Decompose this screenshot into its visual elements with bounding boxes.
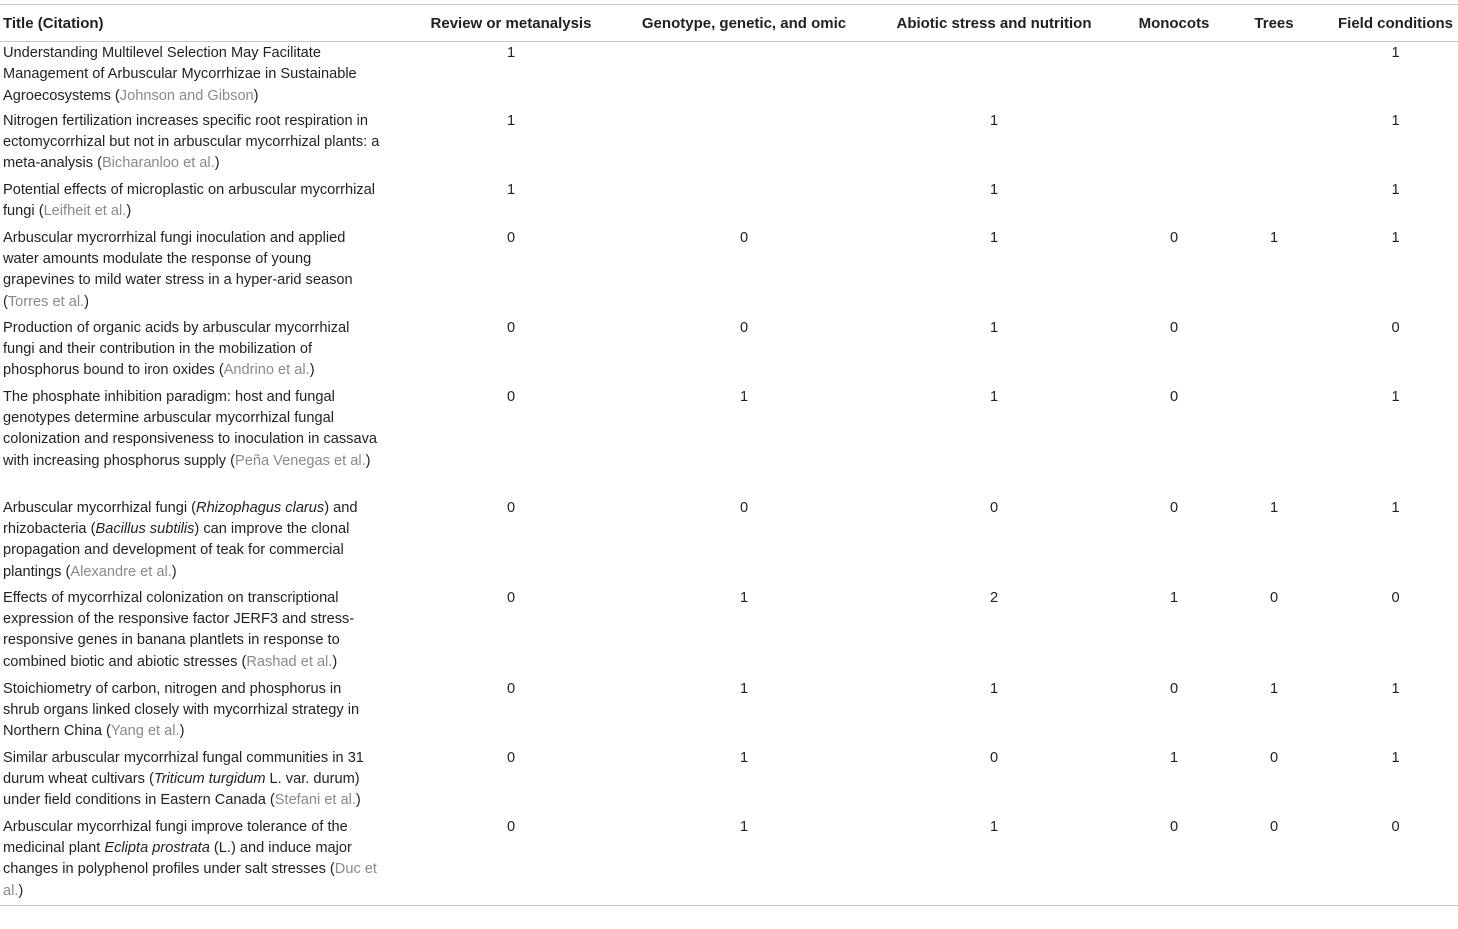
title-text: Production of organic acids by arbuscular mycorrhizal fungi and their contribution in the mobilization of phosphorus bound to iron oxides (	[3, 319, 350, 379]
genotype-value-cell: 0	[739, 499, 749, 516]
review-value-cell: 1	[506, 181, 516, 198]
title-text: )	[332, 653, 338, 670]
title-text: )	[179, 723, 185, 740]
species-name-italic: Rhizophagus clarus	[196, 499, 325, 516]
title-text: Arbuscular mycorrhizal fungi improve tolerance of the medicinal plant	[3, 818, 348, 857]
trees-value-cell	[1215, 110, 1333, 179]
table-row	[0, 386, 1458, 497]
table-row	[0, 317, 1458, 386]
title-text: Understanding Multilevel Selection May Facilitate Management of Arbuscular Mycorrhizae in Sustainable Agroecosystems (	[3, 45, 357, 104]
species-name-italic: Triticum turgidum	[153, 771, 266, 788]
monocots-value-cell: 0	[1169, 818, 1179, 835]
trees-value-cell	[1215, 317, 1333, 386]
table-row	[0, 587, 1458, 678]
title-text: Potential effects of microplastic on arbuscular mycorrhizal fungi (	[3, 181, 376, 220]
species-name-italic: Bacillus subtilis	[95, 521, 195, 538]
species-name-italic: Eclipta prostrata	[104, 840, 210, 857]
table-row	[0, 42, 1458, 110]
studies-table	[0, 4, 1458, 906]
genotype-value-cell: 1	[739, 749, 749, 766]
field-value-cell: 1	[1391, 388, 1400, 405]
citation-link[interactable]: Bicharanloo et al.	[101, 155, 215, 172]
title-text: Nitrogen fertilization increases specific root respiration in ectomycorrhizal but not in arbuscular mycorrhizal plants: a meta-analysis (	[3, 112, 380, 172]
monocots-value-cell: 0	[1169, 680, 1179, 697]
abiotic-value-cell: 0	[989, 749, 999, 766]
abiotic-value-cell: 1	[989, 319, 999, 336]
review-value-cell: 0	[506, 499, 516, 516]
citation-link[interactable]: Torres et al.	[7, 293, 85, 310]
title-text: Effects of mycorrhizal colonization on transcriptional expression of the responsive factor JERF3 and stress-responsive genes in banana plantlets in response to combined biotic and abiotic stresses (	[3, 589, 355, 670]
table-row	[0, 227, 1458, 317]
title-text: Arbuscular mycrorrhizal fungi inoculation and applied water amounts modulate the response of young grapevines to mild water stress in a hyper-arid season (	[3, 229, 353, 310]
genotype-value-cell	[633, 42, 855, 110]
genotype-value-cell	[633, 110, 855, 179]
title-text: (L.) and induce major changes in polyphenol profiles under salt stresses (	[3, 840, 352, 878]
monocots-value-cell: 1	[1169, 749, 1179, 766]
table-row	[0, 497, 1458, 587]
citation-link[interactable]: Yang et al.	[110, 723, 180, 740]
trees-value-cell: 0	[1269, 589, 1279, 606]
field-value-cell: 1	[1391, 112, 1400, 129]
title-text: Stoichiometry of carbon, nitrogen and phosphorus in shrub organs linked closely with mycorrhizal strategy in Northern China (	[3, 680, 360, 740]
field-value-cell: 1	[1391, 680, 1400, 697]
field-value-cell: 0	[1391, 319, 1400, 336]
column-header-title: Title (Citation)	[3, 14, 104, 32]
review-value-cell: 0	[506, 680, 516, 697]
abiotic-value-cell: 2	[989, 589, 999, 606]
review-value-cell: 0	[506, 818, 516, 835]
monocots-value-cell	[1133, 42, 1215, 110]
title-text: Similar arbuscular mycorrhizal fungal communities in 31 durum wheat cultivars (	[3, 749, 364, 788]
column-header-genotype: Genotype, genetic, and omic	[641, 14, 847, 32]
citation-link[interactable]: Andrino et al.	[223, 362, 310, 379]
review-value-cell: 0	[506, 319, 516, 336]
abiotic-value-cell: 1	[989, 818, 999, 835]
title-text: )	[84, 293, 89, 310]
monocots-value-cell	[1133, 179, 1215, 227]
column-header-monocots: Monocots	[1138, 14, 1210, 32]
review-value-cell: 0	[506, 229, 516, 246]
table-row	[0, 747, 1458, 816]
trees-value-cell	[1215, 386, 1333, 497]
citation-link[interactable]: Leifheit et al.	[43, 203, 127, 220]
monocots-value-cell: 0	[1169, 499, 1179, 516]
study-title-cell	[0, 386, 389, 497]
trees-value-cell: 0	[1269, 818, 1279, 835]
table-body	[0, 42, 1458, 906]
trees-value-cell	[1215, 42, 1333, 110]
title-text: )	[253, 87, 259, 104]
table-row	[0, 678, 1458, 747]
title-text: )	[126, 203, 132, 220]
abiotic-value-cell: 1	[989, 680, 999, 697]
citation-link[interactable]: Peña Venegas et al.	[235, 452, 366, 469]
monocots-value-cell: 0	[1169, 229, 1179, 246]
title-text: )	[365, 452, 371, 469]
trees-value-cell	[1215, 179, 1333, 227]
trees-value-cell: 1	[1269, 499, 1279, 516]
monocots-value-cell: 0	[1169, 388, 1179, 405]
review-value-cell: 0	[506, 589, 516, 606]
title-text: Arbuscular mycorrhizal fungi (	[3, 499, 197, 516]
title-text: )	[171, 563, 177, 580]
trees-value-cell: 1	[1269, 229, 1279, 246]
study-title-cell	[0, 42, 389, 110]
genotype-value-cell: 1	[739, 589, 749, 606]
title-text: )	[214, 155, 220, 172]
review-value-cell: 1	[506, 45, 516, 61]
review-value-cell: 0	[506, 749, 516, 766]
field-value-cell: 0	[1391, 589, 1400, 606]
citation-link[interactable]: Rashad et al.	[246, 653, 333, 670]
abiotic-value-cell: 1	[989, 388, 999, 405]
title-text: The phosphate inhibition paradigm: host and fungal genotypes determine arbuscular mycorrhizal fungal colonization and responsiveness to inoculation in cassava with increasing phosphorus supply (	[3, 388, 377, 469]
study-title-cell	[0, 497, 389, 587]
genotype-value-cell: 0	[739, 319, 749, 336]
table-header-row	[0, 5, 1458, 42]
column-header-review: Review or metanalysis	[430, 14, 592, 32]
genotype-value-cell: 1	[739, 818, 749, 835]
abiotic-value-cell: 1	[989, 112, 999, 129]
citation-link[interactable]: Johnson and Gibson	[119, 87, 254, 104]
genotype-value-cell	[633, 179, 855, 227]
study-title-cell	[0, 816, 389, 906]
column-header-abiotic: Abiotic stress and nutrition	[896, 14, 1092, 32]
abiotic-value-cell	[855, 42, 1133, 110]
field-value-cell: 1	[1391, 499, 1400, 516]
field-value-cell: 0	[1391, 818, 1400, 835]
citation-link[interactable]: Stefani et al.	[274, 792, 356, 809]
title-text: )	[309, 362, 315, 379]
field-value-cell: 1	[1391, 229, 1400, 246]
title-text: ) and rhizobacteria (	[3, 499, 358, 538]
study-title-cell	[0, 747, 389, 816]
citation-link[interactable]: Alexandre et al.	[70, 563, 172, 580]
trees-value-cell: 0	[1269, 749, 1279, 766]
study-title-cell	[0, 227, 389, 317]
column-header-field: Field conditions	[1338, 14, 1453, 32]
monocots-value-cell	[1133, 110, 1215, 179]
title-text: ) can improve the clonal propagation and development of teak for commercial plantings (	[3, 521, 350, 580]
field-value-cell: 1	[1391, 749, 1400, 766]
abiotic-value-cell: 1	[989, 229, 999, 246]
genotype-value-cell: 0	[739, 229, 749, 246]
study-title-cell	[0, 317, 389, 386]
study-title-cell	[0, 678, 389, 747]
study-title-cell	[0, 110, 389, 179]
study-title-cell	[0, 179, 389, 227]
field-value-cell: 1	[1391, 181, 1400, 198]
table-row	[0, 110, 1458, 179]
genotype-value-cell: 1	[739, 680, 749, 697]
abiotic-value-cell: 1	[989, 181, 999, 198]
table-row	[0, 179, 1458, 227]
title-text: )	[18, 882, 24, 899]
monocots-value-cell: 1	[1169, 589, 1179, 606]
genotype-value-cell: 1	[739, 388, 749, 405]
trees-value-cell: 1	[1269, 680, 1279, 697]
title-text: L. var. durum) under field conditions in Eastern Canada (	[3, 771, 360, 809]
review-value-cell: 0	[506, 388, 516, 405]
abiotic-value-cell: 0	[989, 499, 999, 516]
review-value-cell: 1	[506, 112, 516, 129]
monocots-value-cell: 0	[1169, 319, 1179, 336]
field-value-cell: 1	[1391, 45, 1400, 61]
table-row	[0, 816, 1458, 906]
title-text: )	[355, 792, 361, 809]
citation-link[interactable]: Duc et al.	[3, 861, 377, 899]
column-header-trees: Trees	[1254, 14, 1294, 32]
study-title-cell	[0, 587, 389, 678]
